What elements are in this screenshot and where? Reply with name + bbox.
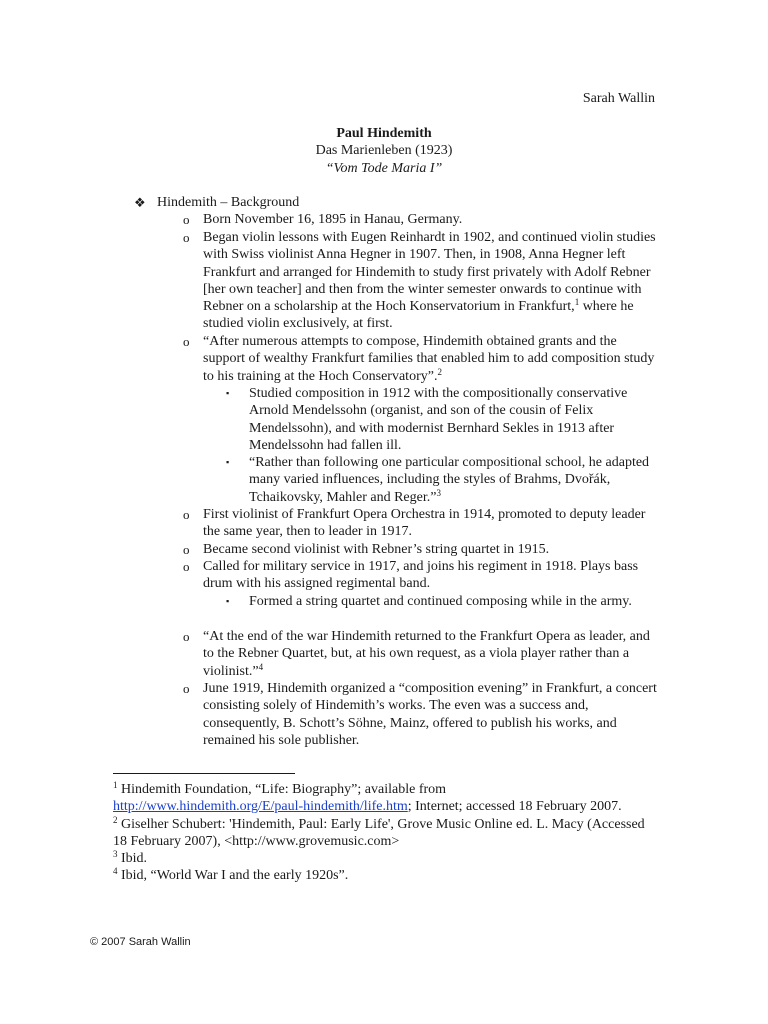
square-bullet-icon: ▪ — [226, 388, 230, 398]
footnote-ref: 1 — [574, 297, 580, 308]
circle-bullet-icon: o — [183, 230, 190, 245]
copyright-footer: © 2007 Sarah Wallin — [90, 936, 191, 948]
song-title: “Vom Tode Maria I” — [325, 160, 443, 176]
footnote-4 — [113, 867, 658, 884]
list-item-body: “At the end of the war Hindemith returned to the Frankfurt Opera as leader, and to the Rebner Quartet, but, at his own request, as a viola player rather than a violinist.” — [203, 629, 650, 679]
circle-bullet-icon: o — [183, 542, 190, 557]
list-item-text — [249, 454, 653, 506]
footnote-link[interactable]: http://www.hindemith.org/E/paul-hindemith/life.htm — [113, 799, 408, 815]
footnotes — [113, 781, 658, 885]
footnote-divider — [113, 773, 295, 774]
document-title: Paul Hindemith — [336, 126, 432, 141]
footnote-text: Ibid. — [117, 851, 148, 867]
circle-bullet-icon: o — [183, 559, 190, 574]
title-block — [0, 125, 768, 177]
footnote-text: ; Internet; accessed 18 February 2007. — [407, 799, 622, 815]
footnote-number: 1 — [113, 780, 118, 790]
list-item-text — [203, 628, 657, 680]
diamond-bullet-icon: ❖ — [134, 195, 146, 210]
footnote-ref: 3 — [436, 487, 441, 498]
list-item-text: First violinist of Frankfurt Opera Orchestra in 1914, promoted to deputy leader the same year, then to leader in 1917. — [203, 507, 646, 540]
work-title: Das Marienleben (1923) — [315, 143, 453, 159]
footnote-1 — [113, 781, 658, 816]
footnote-2 — [113, 816, 658, 851]
list-item-text: Became second violinist with Rebner’s string quartet in 1915. — [203, 542, 550, 557]
footnote-number: 2 — [113, 814, 118, 825]
footnote-number: 3 — [113, 849, 118, 860]
list-item-text: Called for military service in 1917, and joins his regiment in 1918. Plays bass drum with his assigned regimental band. — [203, 559, 639, 592]
footnote-text: Giselher Schubert: 'Hindemith, Paul: Early Life', Grove Music Online ed. L. Macy (Accessed 18 February 2007), <http://www.grovemusic.com> — [113, 816, 645, 849]
list-item-text: June 1919, Hindemith organized a “composition evening” in Frankfurt, a concert consisting solely of Hindemith’s works. The even was a success and, consequently, B. Schott’s Söhne, Mainz, offered to publish his works, and remained his sole publisher. — [203, 681, 657, 748]
circle-bullet-icon: o — [183, 681, 190, 696]
circle-bullet-icon: o — [183, 507, 190, 522]
author-name: Sarah Wallin — [582, 91, 655, 106]
footnote-ref: 2 — [437, 366, 442, 377]
list-item-body: “After numerous attempts to compose, Hindemith obtained grants and the support of wealthy Frankfurt families that enabled him to add composition study to his training at the Hoch Conservatory”. — [203, 334, 655, 384]
list-item-text — [203, 229, 657, 333]
footnote-3 — [113, 850, 658, 867]
square-bullet-icon: ▪ — [226, 457, 230, 467]
list-item-text: Born November 16, 1895 in Hanau, Germany. — [203, 212, 463, 227]
list-item-text: Studied composition in 1912 with the compositionally conservative Arnold Mendelssohn (organist, and son of the cousin of Felix Mendelssohn), and with modernist Bernhard Sekles in 1913 after Mendelssohn had fallen ill. — [249, 386, 628, 453]
footnote-number: 4 — [113, 866, 118, 877]
list-item-text: Formed a string quartet and continued composing while in the army. — [249, 594, 632, 609]
list-item-tail: where he studied violin exclusively, at first. — [203, 299, 634, 332]
circle-bullet-icon: o — [183, 212, 190, 227]
list-item-body: “Rather than following one particular compositional school, he adapted many varied influences, including the styles of Brahms, Dvořák, Tchaikovsky, Mahler and Reger.” — [249, 455, 650, 505]
section-heading: Hindemith – Background — [157, 195, 300, 210]
circle-bullet-icon: o — [183, 334, 190, 349]
square-bullet-icon: ▪ — [226, 596, 230, 606]
footnote-ref: 4 — [258, 661, 264, 672]
footnote-text: Ibid, “World War I and the early 1920s”. — [117, 868, 349, 884]
footnote-text: Hindemith Foundation, “Life: Biography”; available from — [117, 782, 447, 797]
circle-bullet-icon: o — [183, 629, 190, 644]
list-item-text — [203, 333, 657, 385]
list-item-body: Began violin lessons with Eugen Reinhardt in 1902, and continued violin studies with Swiss violinist Anna Hegner in 1907. Then, in 1908, Anna Hegner left Frankfurt and arranged for Hindemith to study first privately with Adolf Rebner [her own teacher] and then from the winter semester onwards to continue with Rebner on a scholarship at the Hoch Konservatorium in Frankfurt, — [203, 230, 656, 315]
